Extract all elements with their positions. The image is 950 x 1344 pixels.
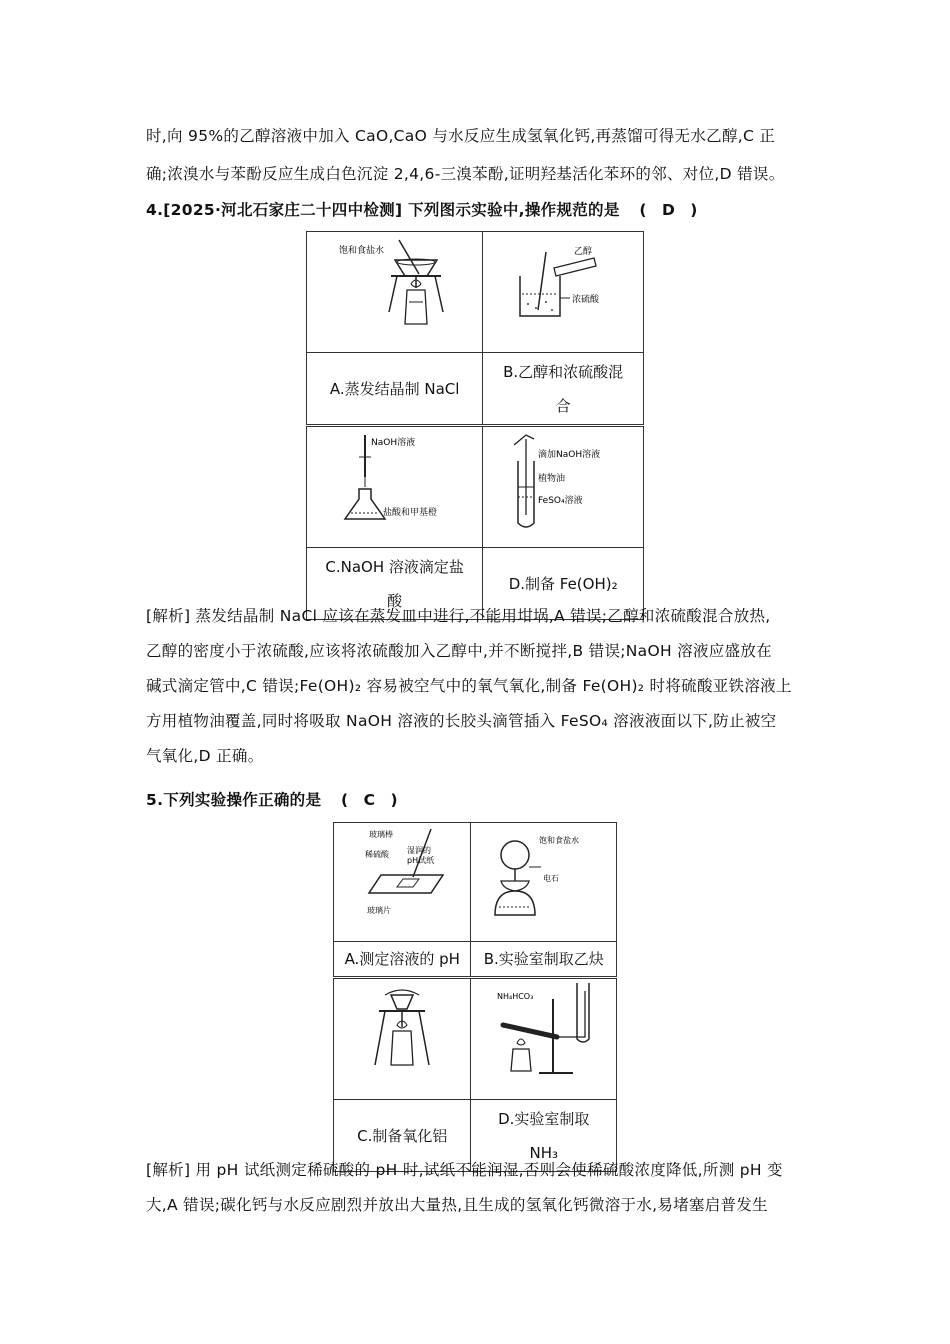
question-4-figure-table bbox=[306, 231, 644, 620]
figure-b-acetylene bbox=[471, 823, 617, 942]
figure-label: pH试纸 bbox=[407, 856, 435, 865]
figure-a-evaporation bbox=[307, 232, 483, 353]
figure-label: 湿润的 bbox=[407, 846, 432, 855]
answer-bracket: ( C ) bbox=[340, 791, 398, 809]
figure-d-ammonia bbox=[471, 978, 617, 1100]
question-stem-text: 5.下列实验操作正确的是 bbox=[146, 791, 322, 809]
figure-label: 玻璃棒 bbox=[369, 830, 394, 839]
text-line: 时,向 95%的乙醇溶液中加入 CaO,CaO 与水反应生成氢氧化钙,再蒸馏可得无水乙醇,C 正 bbox=[146, 127, 776, 145]
option-text: C.NaOH 溶液滴定盐 bbox=[325, 557, 464, 576]
option-b-label bbox=[483, 353, 644, 426]
figure-d-fe-oh-2 bbox=[483, 426, 644, 548]
answer-bracket: ( D ) bbox=[639, 201, 698, 219]
figure-label: FeSO₄溶液 bbox=[538, 496, 583, 506]
option-text: B.乙醇和浓硫酸混 bbox=[503, 362, 624, 381]
question-5-stem bbox=[146, 788, 398, 812]
figure-label: 玻璃片 bbox=[367, 906, 392, 915]
figure-label: 稀硫酸 bbox=[365, 850, 390, 859]
figure-label: 浓硫酸 bbox=[572, 295, 600, 305]
option-text: D.实验室制取 bbox=[498, 1109, 590, 1128]
option-text: 酸 bbox=[387, 591, 403, 610]
question-4-stem bbox=[146, 198, 697, 222]
figure-a-ph-test bbox=[334, 823, 471, 942]
analysis-line: 大,A 错误;碳化钙与水反应剧烈并放出大量热,且生成的氢氧化钙微溶于水,易堵塞启普发生 bbox=[146, 1196, 768, 1214]
figure-label: 饱和食盐水 bbox=[338, 246, 384, 256]
analysis-line: 方用植物油覆盖,同时将吸取 NaOH 溶液的长胶头滴管插入 FeSO₄ 溶液液面以下,防止被空 bbox=[146, 712, 777, 730]
figure-label: NaOH溶液 bbox=[370, 438, 415, 448]
analysis-line: [解析] 蒸发结晶制 NaCl 应该在蒸发皿中进行,不能用坩埚,A 错误;乙醇和浓硫酸混合放热, bbox=[146, 607, 771, 625]
figure-label: 滴加NaOH溶液 bbox=[538, 450, 601, 460]
figure-label: 植物油 bbox=[538, 474, 566, 484]
option-text: 合 bbox=[555, 396, 571, 415]
text-line: 确;浓溴水与苯酚反应生成白色沉淀 2,4,6-三溴苯酚,证明羟基活化苯环的邻、对位,D 错误。 bbox=[146, 165, 785, 183]
figure-b-mixing bbox=[483, 232, 644, 353]
figure-label: 盐酸和甲基橙 bbox=[382, 508, 437, 518]
option-b-label: B.实验室制取乙炔 bbox=[471, 942, 617, 978]
analysis-line: 碱式滴定管中,C 错误;Fe(OH)₂ 容易被空气中的氧气氧化,制备 Fe(OH)₂ 时将硫酸亚铁溶液上 bbox=[146, 677, 792, 695]
figure-label: 电石 bbox=[542, 874, 559, 883]
figure-c-aluminum-oxide bbox=[334, 978, 471, 1100]
figure-label: 饱和食盐水 bbox=[538, 836, 579, 845]
option-c-label: C.制备氧化铝 bbox=[334, 1100, 471, 1172]
option-text: NH₃ bbox=[529, 1143, 558, 1162]
option-a-label: A.蒸发结晶制 NaCl bbox=[307, 353, 483, 426]
option-d-label: D.制备 Fe(OH)₂ bbox=[483, 548, 644, 620]
figure-label: NH₄HCO₃ bbox=[496, 992, 534, 1001]
analysis-line: [解析] 用 pH 试纸测定稀硫酸的 pH 时,试纸不能润湿,否则会使稀硫酸浓度降低,所测 pH 变 bbox=[146, 1161, 783, 1179]
option-a-label: A.测定溶液的 pH bbox=[334, 942, 471, 978]
figure-c-titration bbox=[307, 426, 483, 548]
analysis-line: 气氧化,D 正确。 bbox=[146, 747, 264, 765]
figure-label: 乙醇 bbox=[574, 247, 593, 257]
question-stem-text: 4.[2025·河北石家庄二十四中检测] 下列图示实验中,操作规范的是 bbox=[146, 201, 620, 219]
analysis-line: 乙醇的密度小于浓硫酸,应该将浓硫酸加入乙醇中,并不断搅拌,B 错误;NaOH 溶液应盛放在 bbox=[146, 642, 772, 660]
question-5-figure-table bbox=[333, 822, 617, 1172]
